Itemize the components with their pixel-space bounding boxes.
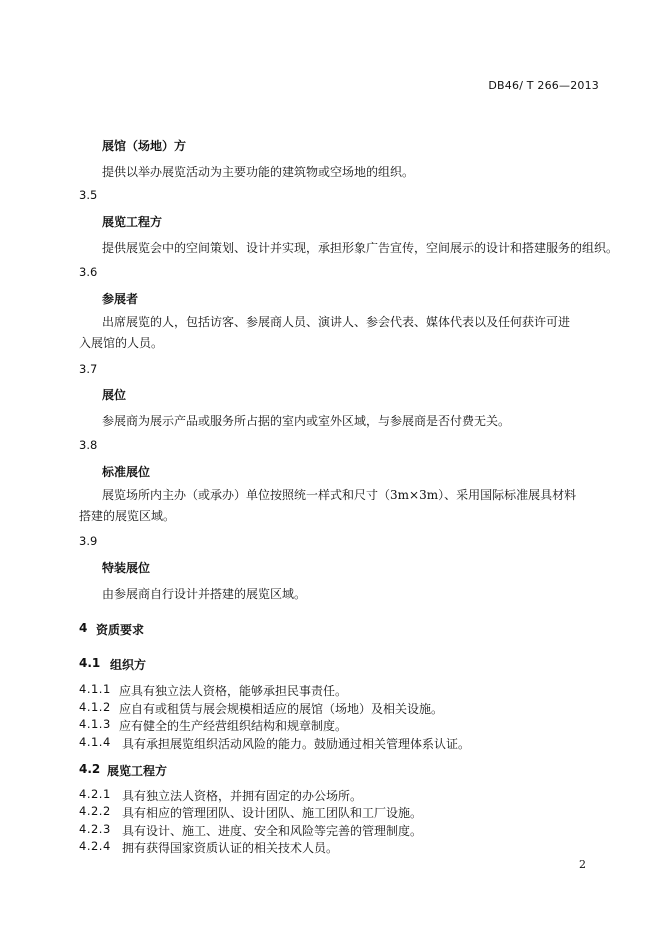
standard-code: DB46/ T 266—2013 (488, 79, 599, 92)
clause-text: 具有独立法人资格，并拥有固定的办公场所。 (122, 789, 363, 803)
section-title: 资质要求 (96, 623, 145, 637)
term-title: 标准展位 (102, 465, 151, 479)
term-definition: 参展商为展示产品或服务所占据的室内或室外区域，与参展商是否付费无关。 (102, 414, 511, 428)
term-title: 展览工程方 (102, 215, 163, 229)
clause-text: 应具有独立法人资格，能够承担民事责任。 (119, 684, 348, 698)
clause-text: 应有健全的生产经营组织结构和规章制度。 (119, 719, 348, 733)
term-number: 3.7 (79, 362, 98, 376)
subsection-title: 展览工程方 (107, 764, 168, 778)
term-definition: 提供展览会中的空间策划、设计并实现，承担形象广告宣传，空间展示的设计和搭建服务的组织。 (102, 241, 619, 255)
subsection-number: 4.1 (79, 656, 101, 670)
term-number: 3.6 (79, 265, 98, 279)
section-number: 4 (79, 621, 88, 635)
clause-number: 4.1.1 (79, 682, 111, 696)
clause-number: 4.1.4 (79, 735, 111, 749)
clause-text: 具有承担展览组织活动风险的能力。鼓励通过相关管理体系认证。 (122, 737, 471, 751)
clause-text: 具有设计、施工、进度、安全和风险等完善的管理制度。 (122, 824, 423, 838)
term-title: 参展者 (102, 292, 139, 306)
clause-number: 4.1.2 (79, 700, 111, 714)
subsection-number: 4.2 (79, 762, 101, 776)
clause-number: 4.2.1 (79, 787, 111, 801)
clause-text: 具有相应的管理团队、设计团队、施工团队和工厂设施。 (122, 806, 423, 820)
term-definition: 由参展商自行设计并搭建的展览区域。 (102, 587, 307, 601)
term-number: 3.8 (79, 438, 98, 452)
clause-text: 应自有或租赁与展会规模相适应的展馆（场地）及相关设施。 (119, 702, 444, 716)
term-title: 特装展位 (102, 561, 151, 575)
page-number: 2 (579, 858, 586, 871)
term-title: 展馆（场地）方 (102, 139, 187, 153)
term-definition: 提供以举办展览活动为主要功能的建筑物或空场地的组织。 (102, 165, 415, 179)
clause-number: 4.2.4 (79, 839, 111, 853)
term-title: 展位 (102, 388, 127, 402)
clause-number: 4.1.3 (79, 717, 111, 731)
clause-text: 拥有获得国家资质认证的相关技术人员。 (122, 841, 339, 855)
term-number: 3.9 (79, 534, 98, 548)
term-definition: 出席展览的人，包括访客、参展商人员、演讲人、参会代表、媒体代表以及任何获许可进入展馆的人员。 (79, 315, 571, 350)
clause-number: 4.2.2 (79, 804, 111, 818)
term-number: 3.5 (79, 188, 98, 202)
subsection-title: 组织方 (110, 658, 147, 672)
clause-number: 4.2.3 (79, 822, 111, 836)
term-definition: 展览场所内主办（或承办）单位按照统一样式和尺寸（3m×3m）、采用国际标准展具材料搭建的展览区域。 (79, 488, 577, 523)
